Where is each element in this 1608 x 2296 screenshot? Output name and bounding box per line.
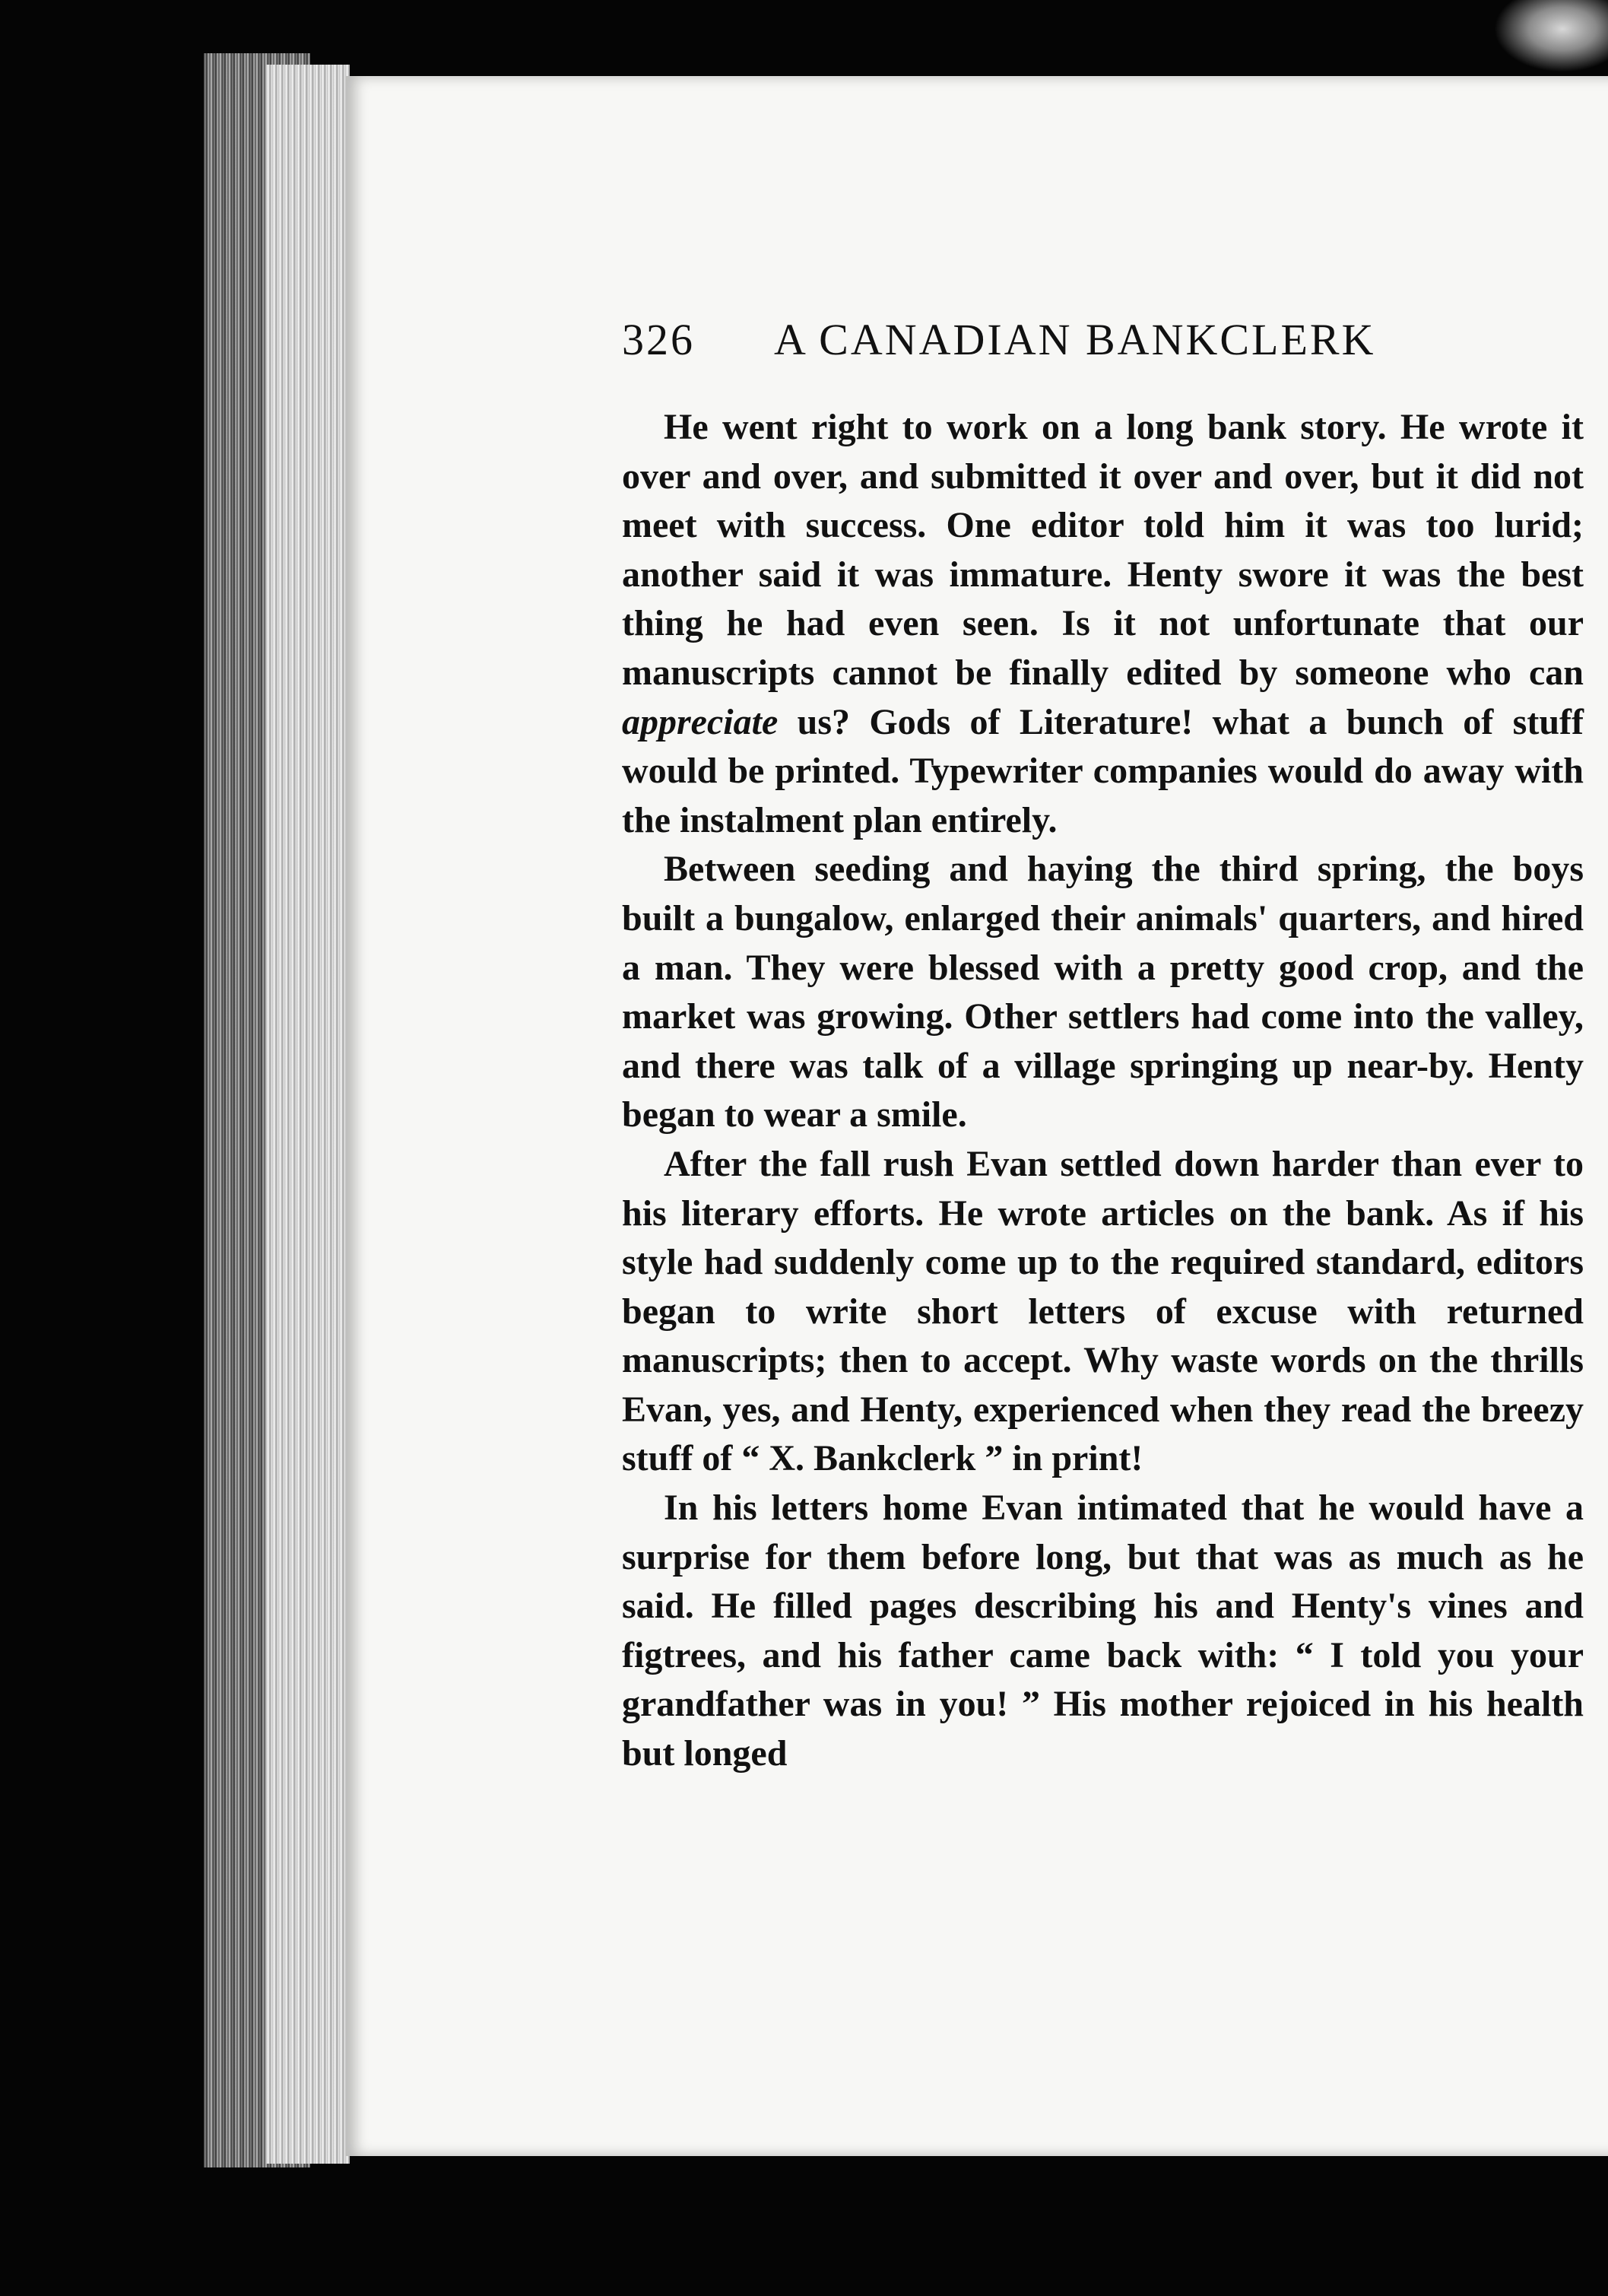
running-head [622,314,1584,367]
paragraph-text: us? Gods of Literature! what a bunch of stuff would be printed. Typewriter companies would do away with the instalment plan entirely. [622,701,1584,840]
page-number: 326 [622,315,695,364]
page-edges [266,65,350,2164]
paragraph: Between seeding and haying the third spring, the boys built a bungalow, enlarged their animals' quarters, and hired a man. They were blessed with a pretty good crop, and the market was growing. Other settlers had come into the valley, and there was talk of a village springing up near-by. Henty began to wear a smile. [622,849,1584,1135]
paragraph-text: He went right to work on a long bank story. He wrote it over and over, and submitted it over and over, but it did not meet with success. One editor told him it was too lurid; another said it was immature. Henty swore it was the best thing he had even seen. Is it not unfortunate that our manuscripts cannot be finally edited by someone who can [622,407,1584,693]
scan-artifact [1494,0,1608,72]
body-text [622,403,1584,1779]
paragraph [622,403,1584,845]
emphasis-text: appreciate [622,701,779,742]
book-title: A CANADIAN BANKCLERK [774,315,1376,364]
paragraph: After the fall rush Evan settled down harder than ever to his literary efforts. He wrote articles on the bank. As if his style had suddenly come up to the required standard, editors began to write short letters of excuse with returned manuscripts; then to accept. Why waste words on the thrills Evan, yes, and Henty, experienced when they read the breezy stuff of “ X. Bankclerk ” in print! [622,1143,1584,1479]
paragraph: In his letters home Evan intimated that he would have a surprise for them before long, but that was as much as he said. He filled pages describing his and Henty's vines and figtrees, and his father came back with: “ I told you your grandfather was in you! ” His mother rejoiced in his health but longed [622,1488,1584,1774]
